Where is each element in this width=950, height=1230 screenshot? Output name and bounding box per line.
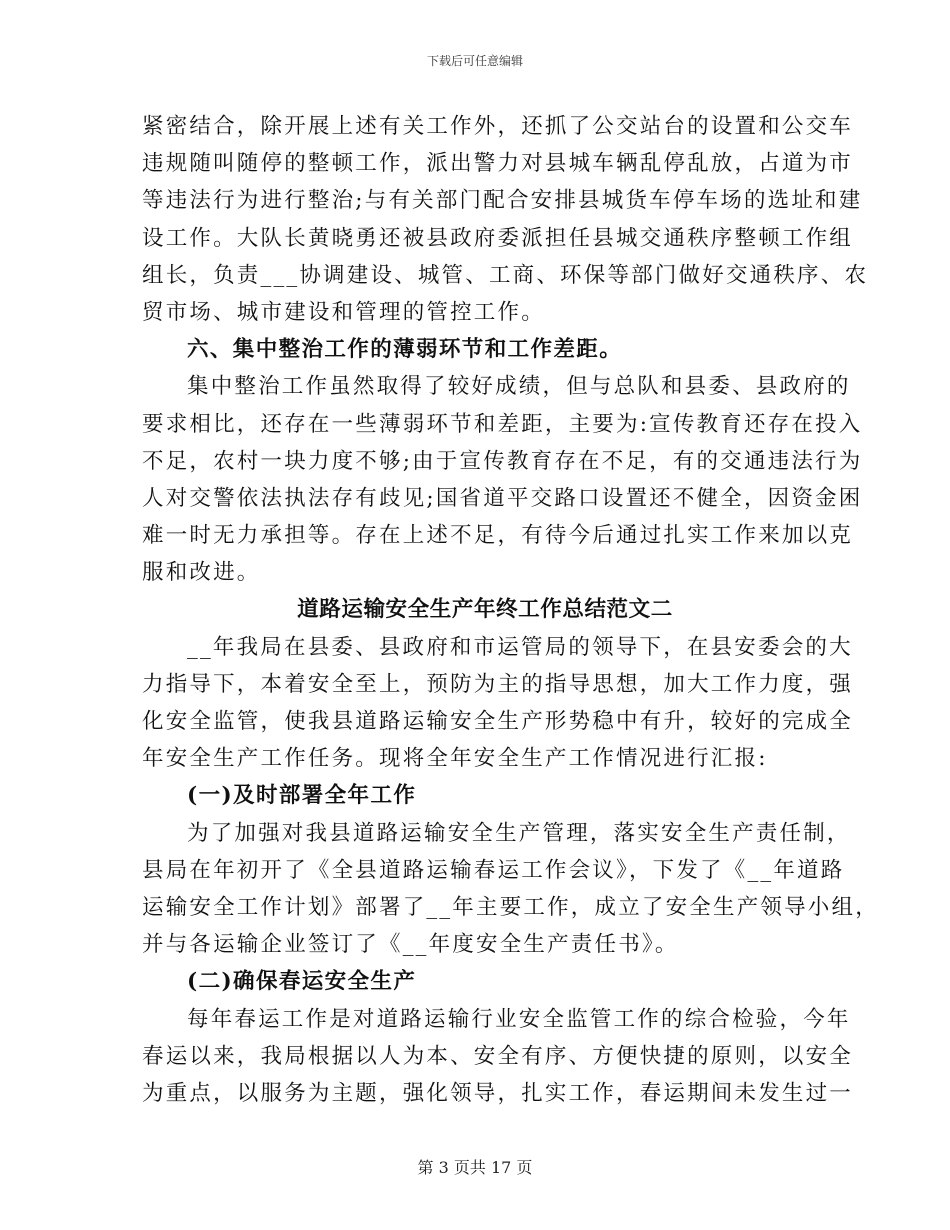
text-line: 要求相比，还存在一些薄弱环节和差距，主要为:宣传教育还存在投入: [142, 411, 863, 437]
document-title: 道路运输安全生产年终工作总结范文二: [297, 597, 673, 623]
section-heading: (二)确保春运安全生产: [187, 969, 417, 995]
section-heading: (一)及时部署全年工作: [187, 783, 417, 809]
text-line: 贸市场、城市建设和管理的管控工作。: [142, 299, 545, 325]
text-line: 组长，负责___协调建设、城管、工商、环保等部门做好交通秩序、农: [142, 262, 869, 288]
text-line: 紧密结合，除开展上述有关工作外，还抓了公交站台的设置和公交车: [142, 114, 854, 139]
text-line: 难一时无力承担等。存在上述不足，有待今后通过扎实工作来加以克: [142, 523, 854, 549]
text-line: 力指导下，本着安全至上，预防为主的指导思想，加大工作力度，强: [142, 671, 854, 697]
section-heading: 六、集中整治工作的薄弱环节和工作差距。: [187, 337, 623, 363]
text-line: 等违法行为进行整治;与有关部门配合安排县城货车停车场的选址和建: [142, 188, 863, 214]
text-line: 为重点，以服务为主题，强化领导，扎实工作，春运期间未发生过一: [142, 1080, 854, 1106]
page-header: 下载后可任意编辑: [426, 54, 523, 68]
text-line: __年我局在县委、县政府和市运管局的领导下，在县安委会的大: [187, 634, 853, 660]
text-line: 为了加强对我县道路运输安全生产管理，落实安全生产责任制，: [187, 820, 851, 846]
text-line: 每年春运工作是对道路运输行业安全监管工作的综合检验，今年: [187, 1006, 851, 1032]
text-line: 化安全监管，使我县道路运输安全生产形势稳中有升，较好的完成全: [142, 709, 854, 734]
text-line: 服和改进。: [142, 560, 261, 586]
page-footer: 第 3 页共 17 页: [417, 1158, 533, 1177]
text-line: 不足，农村一块力度不够;由于宣传教育存在不足，有的交通违法行为: [142, 448, 863, 474]
text-line: 县局在年初开了《全县道路运输春运工作会议》，下发了《__年道路: [142, 857, 845, 883]
text-line: 集中整治工作虽然取得了较好成绩，但与总队和县委、县政府的: [187, 374, 851, 400]
text-line: 运输安全工作计划》部署了__年主要工作，成立了安全生产领导小组，: [142, 894, 879, 920]
document-body: [142, 108, 879, 1112]
text-line: 违规随叫随停的整顿工作，派出警力对县城车辆乱停乱放，占道为市: [142, 151, 854, 177]
text-line: 人对交警依法执法存有歧见;国省道平交路口设置还不健全，因资金困: [142, 485, 863, 511]
text-line: 并与各运输企业签订了《__年度安全生产责任书》。: [142, 932, 679, 958]
text-line: 年安全生产工作任务。现将全年安全生产工作情况进行汇报:: [142, 746, 768, 772]
text-line: 设工作。大队长黄晓勇还被县政府委派担任县城交通秩序整顿工作组: [142, 225, 854, 251]
text-line: 春运以来，我局根据以人为本、安全有序、方便快捷的原则，以安全: [142, 1043, 854, 1069]
